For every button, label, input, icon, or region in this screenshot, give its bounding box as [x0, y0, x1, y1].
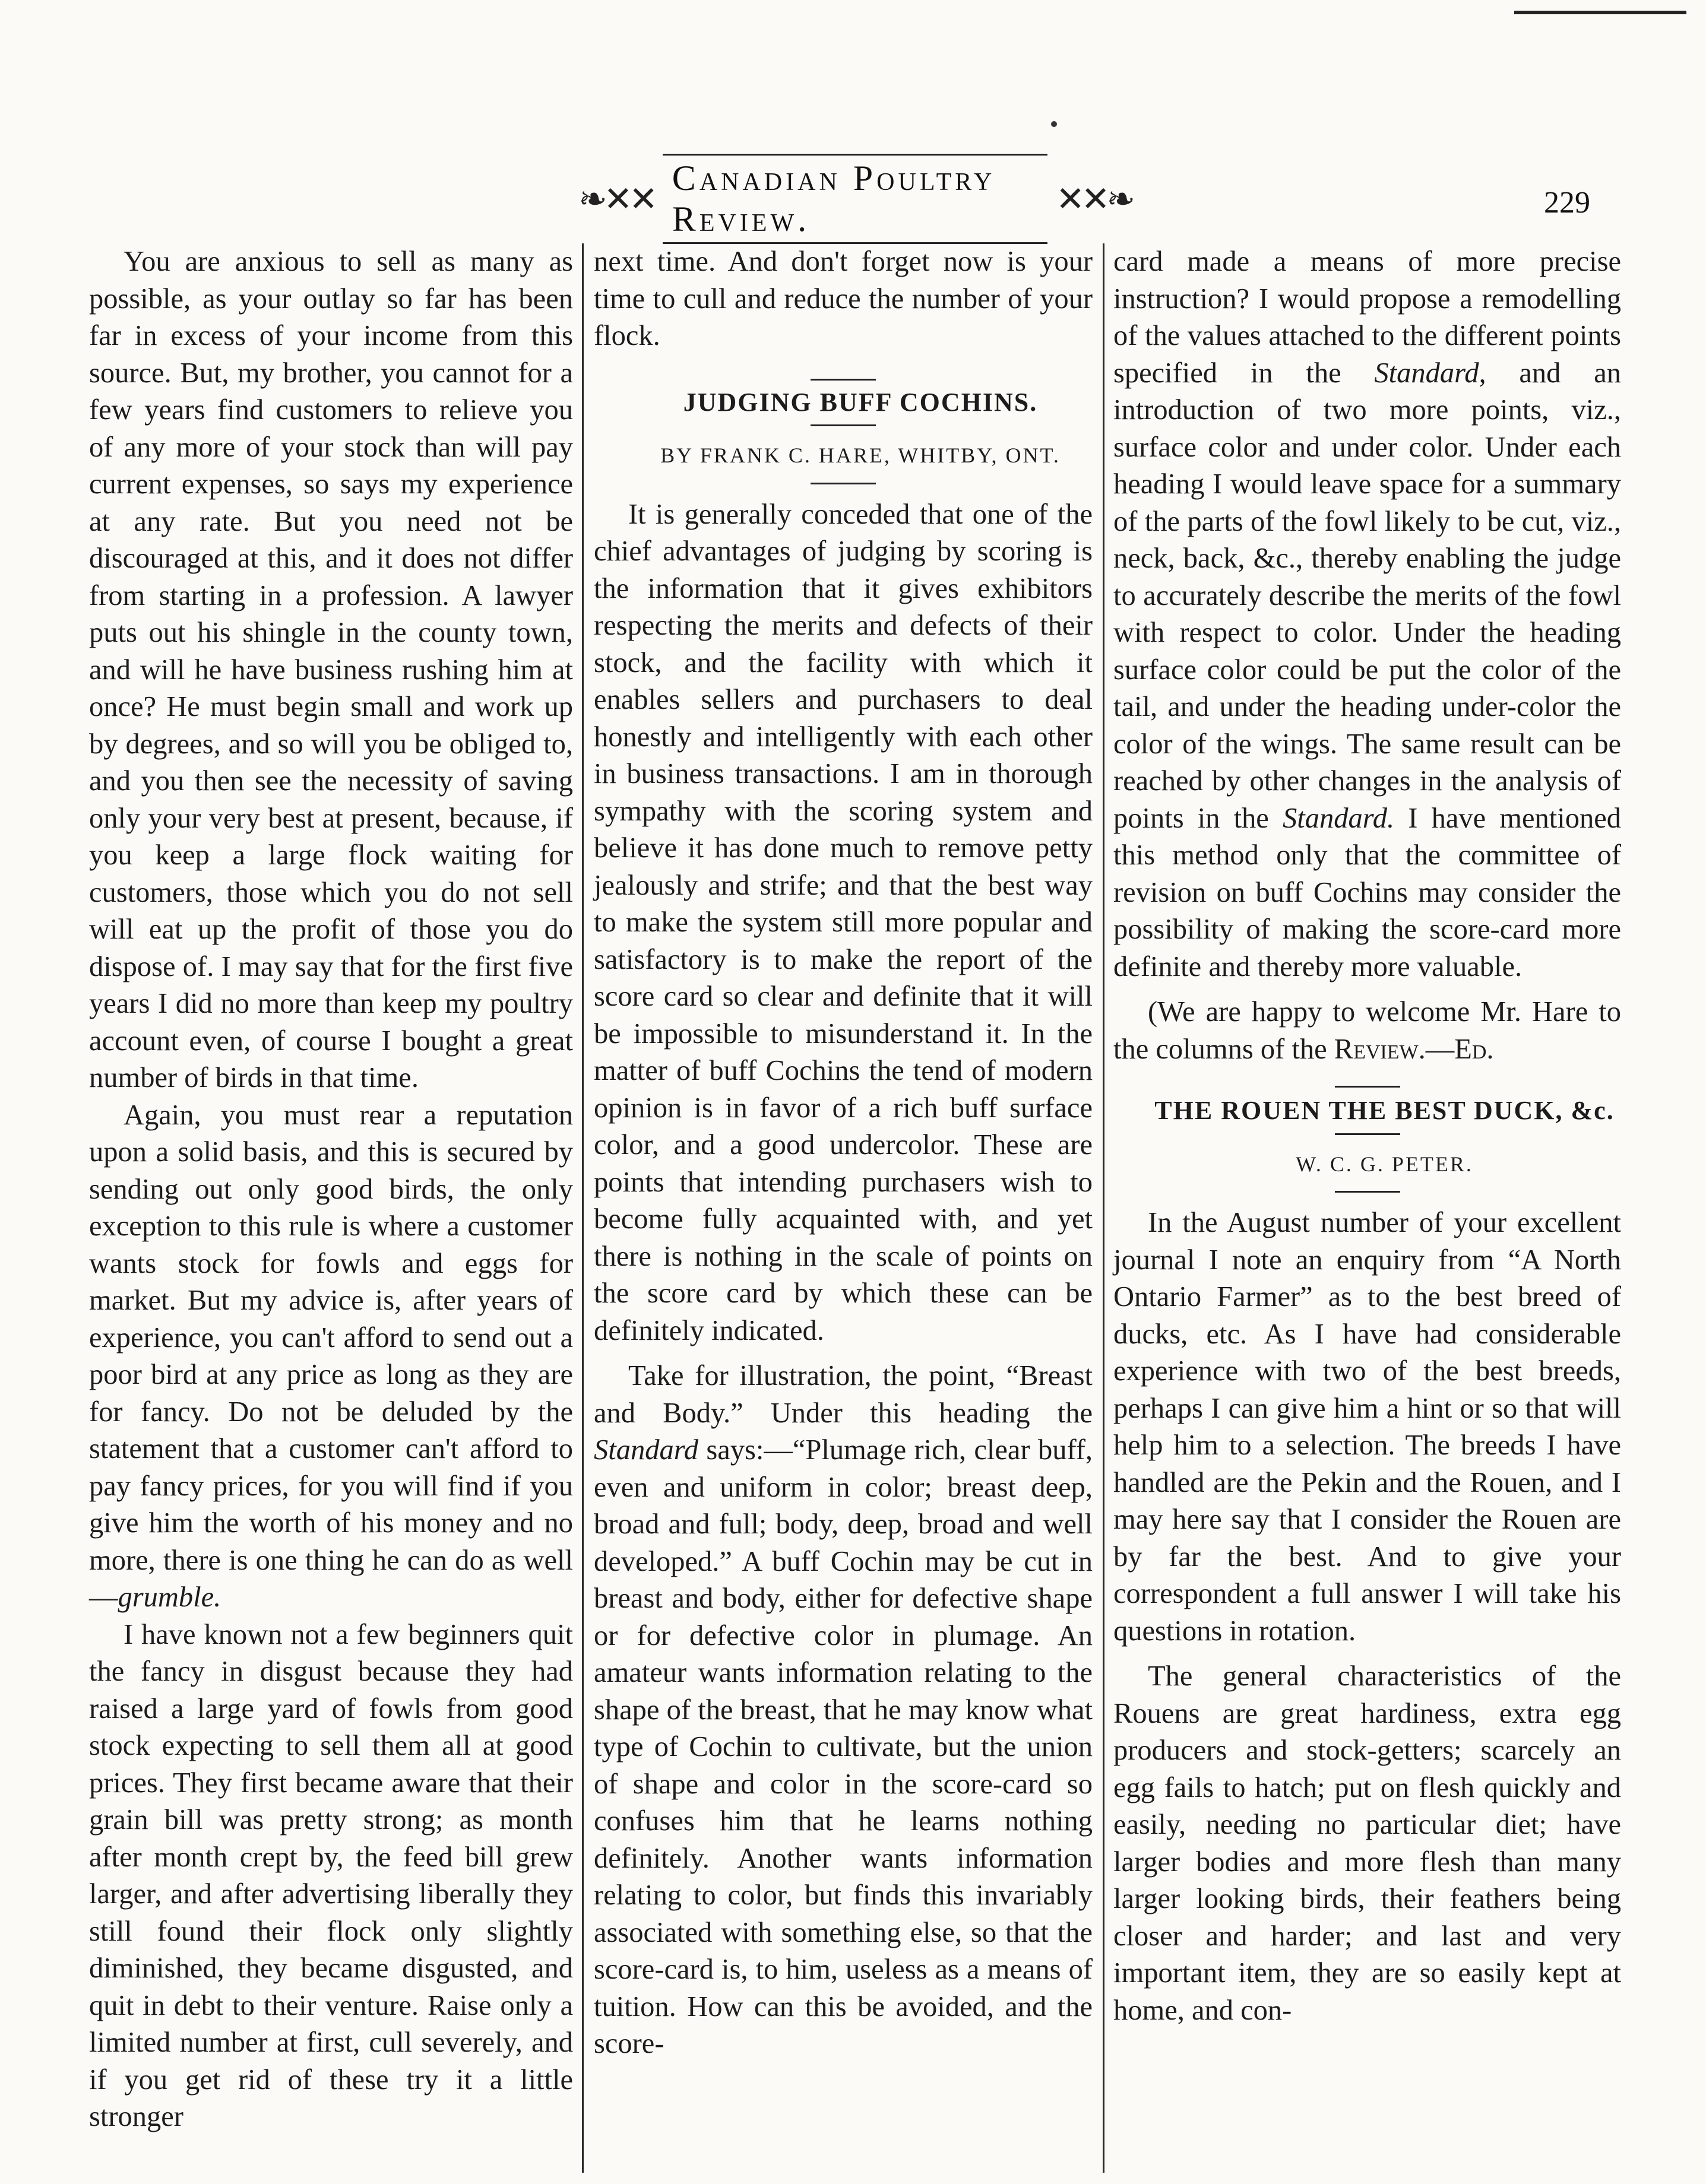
paragraph: You are anxious to sell as many as possible, as your outlay so far has been far in excess of your income from this source. But, my brother, you cannot for a few years find customers to relieve you of any more of your stock than will pay current expenses, so says my experience at any rate. But you need not be discouraged at this, and it does not differ from starting in a profession. A lawyer puts out his shingle in the county town, and will he have business rushing him at once? He must begin small and work up by degrees, and so will you be obliged to, and you then see the necessity of saving only your very best at present, because, if you keep a large flock waiting for customers, those which you do not sell will eat up the profit of those you do dispose of. I may say that for the first five years I did no more than keep my poultry account even, of course I bought a great number of birds in that time. — [89, 246, 573, 1093]
editor-note — [1113, 994, 1621, 1068]
ink-dot — [1051, 121, 1057, 127]
text-run: Again, you must rear a reputation upon a solid basis, and this is secured by sending out only good birds, the only exception to this rule is where a customer wants stock for fowls and eggs for market. But my advice is, after years of experience, you can't afford to send out a poor bird at any price as long as they are for fancy. Do not be deluded by the statement that a customer can't afford to pay fancy prices, for you will find if you give him the worth of his money and no more, there is one thing he can do as well— — [89, 1099, 573, 1613]
text-run: Take for illustration, the point, “Breast and Body.” Under this heading the — [594, 1360, 1093, 1429]
column-rule-1 — [582, 243, 584, 2173]
italic-text: Standard. — [1282, 802, 1395, 834]
page-number: 229 — [1544, 186, 1590, 220]
paragraph — [1113, 243, 1621, 985]
short-rule — [1335, 1086, 1400, 1088]
text-run: .— — [1418, 1033, 1455, 1065]
column-1 — [89, 243, 573, 2173]
top-rule — [1514, 11, 1686, 14]
paragraph: In the August number of your excellent journal I note an enquiry from “A North Ontario Farmer” as to the best breed of ducks, etc. As I have had considerable experience with two of the best breeds, perhaps I can give him a hint or so that will help him to a selection. The breeds I have handled are the Pekin and the Rouen, and I may here say that I consider the Rouen are by far the best. And to give your correspondent a full answer I will take his questions in rotation. — [1113, 1207, 1621, 1647]
small-caps-text: Review — [1334, 1033, 1419, 1065]
short-rule — [811, 424, 876, 426]
column-2 — [594, 243, 1093, 2173]
short-rule — [1335, 1133, 1400, 1135]
masthead — [0, 160, 1706, 237]
paragraph: I have known not a few beginners quit the fancy in disgust because they had raised a large yard of fowls from good stock expecting to sell them all at good prices. They first became aware that their grain bill was pretty strong; as month after month crept by, the feed bill grew larger, and after advertising liberally they still found their flock only slightly diminished, they became disgusted, and quit in debt to their venture. Raise only a limited number at first, cull severely, and if you get rid of these try it a little stronger — [89, 1618, 573, 2132]
paragraph — [89, 1097, 573, 1616]
italic-text: Standard — [594, 1434, 699, 1466]
italic-text: Standard, — [1374, 357, 1486, 389]
text-run: (We are happy to welcome Mr. Hare to the columns of the — [1113, 996, 1621, 1065]
article-byline: W. C. G. PETER. — [1296, 1152, 1473, 1176]
article-byline: BY FRANK C. HARE, WHITBY, ONT. — [660, 443, 1061, 467]
masthead-title-block — [570, 160, 1140, 237]
ornament-left-icon: ❧✕✕ — [578, 179, 654, 219]
paragraph: next time. And don't forget now is your time to cull and reduce the number of your flock. — [594, 246, 1093, 351]
article-heading: JUDGING BUFF COCHINS. — [683, 387, 1038, 417]
text-run: says:—“Plumage rich, clear buff, even and uniform in color; breast deep, broad and full; body, deep, broad and well developed.” A buff Cochin may be cut in breast and body, either for defective shape or for defective color in plumage. An amateur wants information relating to the shape of the breast, that he may know what type of Cochin to cultivate, but the union of shape and color in the score-card so confuses him that he learns nothing definitely. Another wants information relating to color, but finds this invariably associated with something else, so that the score-card is, to him, useless as a means of tuition. How can this be avoided, and the score- — [594, 1434, 1093, 2059]
paragraph — [594, 1358, 1093, 2063]
text-run: card made a means of more precise instruction? I would propose a remodelling of the values attached to the different points specified in the — [1113, 246, 1621, 389]
text-run: and an introduction of two more points, viz., surface color and under color. Under each heading I would leave space for a summary of the parts of the fowl likely to be cut, viz., neck, back, &c., thereby enabling the judge to accurately describe the merits of the fowl with respect to color. Under the heading surface color could be put the color of the tail, and under the heading under-color the color of the wings. The same result can be reached by other changes in the analysis of points in the — [1113, 357, 1622, 834]
ornament-right-icon: ✕✕❧ — [1056, 179, 1132, 219]
text-run: I have mentioned this method only that the committee of revision on buff Cochins may consider the possibility of making the score-card more definite and thereby more valuable. — [1113, 802, 1621, 982]
short-rule — [811, 379, 876, 381]
paragraph: It is generally conceded that one of the chief advantages of judging by scoring is the information that it gives exhibitors respecting the merits and defects of their stock, and the facility with which it enables sellers and purchasers to deal honestly and intelligently with each other in business transactions. I am in thorough sympathy with the scoring system and believe it has done much to remove petty jealously and strife; and that the best way to make the system still more popular and satisfactory is to make the report of the score card so clear and definite that it will be impossible to misunderstand it. In the matter of buff Cochins the tend of modern opinion is in favor of a rich buff surface color, and a good undercolor. These are points that intending purchasers wish to become fully acquainted with, and yet there is nothing in the scale of points on the score card by which these can be definitely indicated. — [594, 498, 1093, 1346]
paragraph: The general characteristics of the Rouens are great hardiness, extra egg producers and stock-getters; scarcely an egg fails to hatch; put on flesh quickly and easily, needing no particular diet; have larger bodies and more flesh than many larger looking birds, their feathers being closer and harder; and last and very important item, they are so easily kept at home, and con- — [1113, 1660, 1621, 2026]
small-caps-text: Ed. — [1454, 1033, 1494, 1065]
italic-text: grumble. — [118, 1581, 221, 1613]
article-heading: THE ROUEN THE BEST DUCK, &c. — [1154, 1096, 1615, 1125]
column-3 — [1113, 243, 1621, 2173]
column-rule-2 — [1103, 243, 1104, 2173]
masthead-title: Canadian Poultry Review. — [663, 154, 1047, 244]
